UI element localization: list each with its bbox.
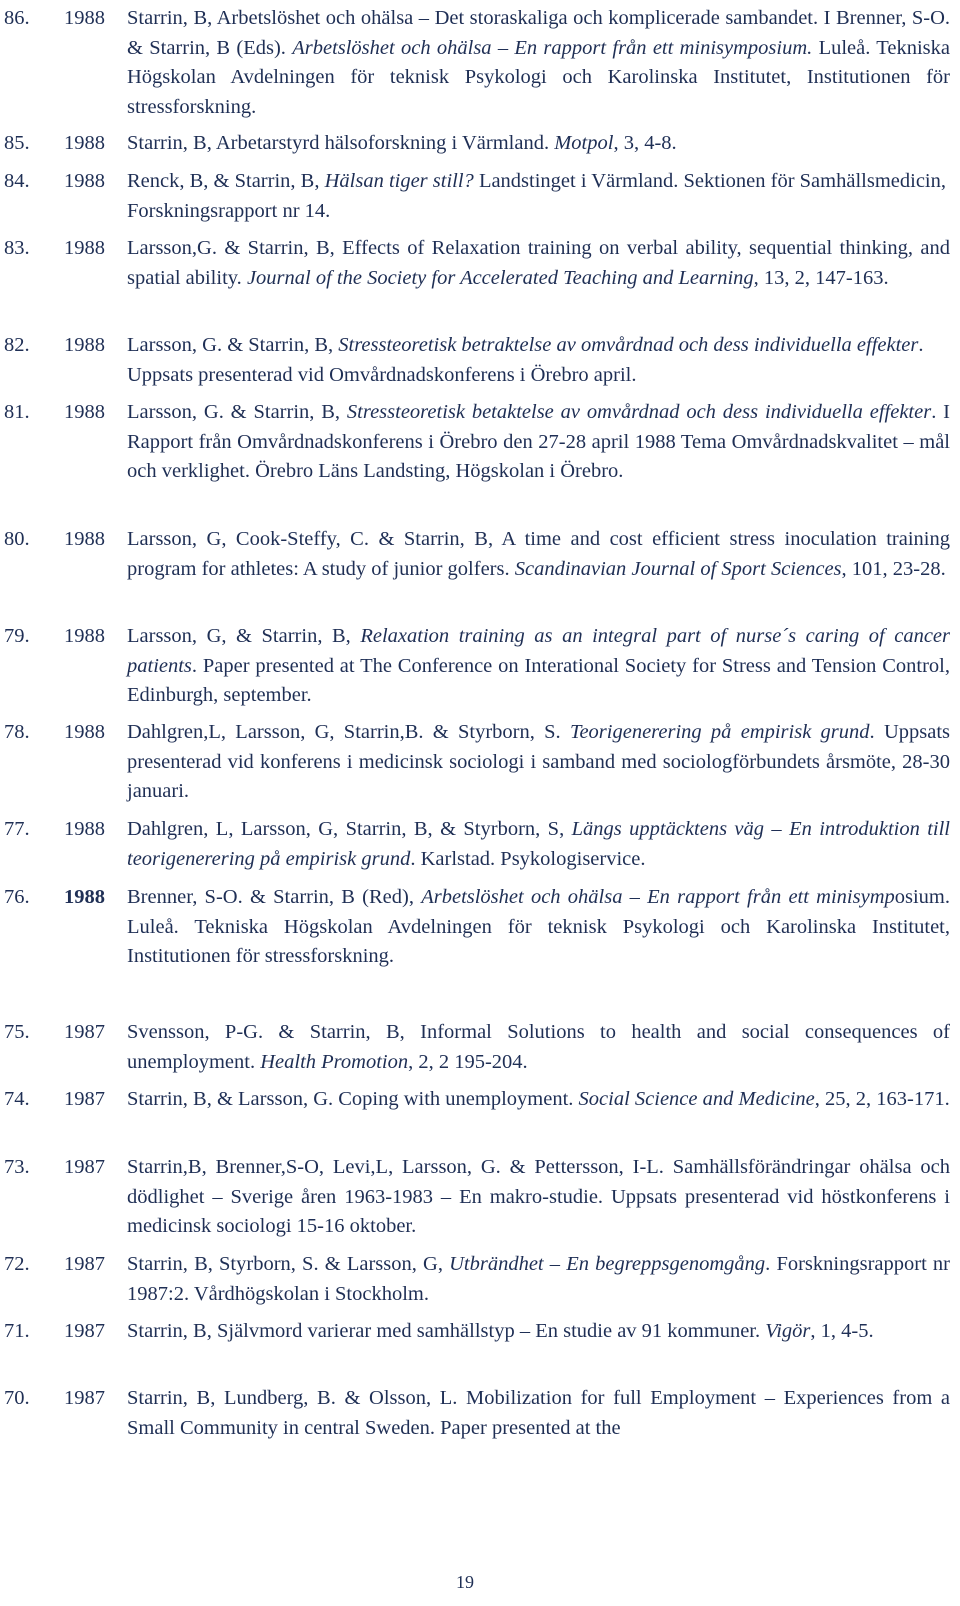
reference-volume: , 101, 23-28. xyxy=(841,557,946,580)
reference-text xyxy=(127,234,950,293)
reference-number: 84. xyxy=(4,170,30,192)
reference-number: 82. xyxy=(4,334,30,356)
reference-text xyxy=(127,1250,950,1309)
reference-volume: , 3, 4-8. xyxy=(613,132,677,154)
reference-journal-italic: Social Science and Medicine xyxy=(578,1088,815,1110)
page-number: 19 xyxy=(456,1572,474,1592)
reference-authors-title: Starrin, B, Arbetarstyrd hälsoforskning i Värmland. xyxy=(127,132,555,154)
reference-number: 77. xyxy=(4,818,30,840)
reference-authors-title: Starrin, B, Arbetslöshet och ohälsa – Det storaskaliga och komplicerade sambandet. I Brenner, S-O. & Starrin, B (Eds). xyxy=(127,7,950,59)
reference-journal-italic: Health Promotion xyxy=(260,1050,409,1073)
reference-number: 85. xyxy=(4,132,30,154)
reference-journal-italic: Journal of the Society for Accelerated Teaching and Learning xyxy=(246,266,754,289)
reference-text xyxy=(127,1018,950,1077)
reference-title-italic: Utbrändhet – En begreppsgenomgång xyxy=(449,1253,766,1275)
reference-text xyxy=(127,167,950,226)
reference-publisher: osium. Luleå. Tekniska Högskolan Avdelningen för teknisk Psykologi och Karolinska Institutet, Institutionen för stressforskning. xyxy=(127,886,950,967)
reference-number: 71. xyxy=(4,1320,30,1342)
reference-full-text: Starrin, B, Lundberg, B. & Olsson, L. Mobilization for full Employment – Experiences from a Small Community in central Sweden. Paper presented at the xyxy=(127,1387,950,1439)
reference-authors: Starrin, B, Styrborn, S. & Larsson, G, xyxy=(127,1253,450,1275)
reference-source-italic: Arbetslöshet och ohälsa – En rapport från ett minisymposium. xyxy=(292,36,813,59)
reference-text xyxy=(127,1153,950,1242)
reference-title-italic: Hälsan tiger still? xyxy=(324,170,474,192)
reference-number: 79. xyxy=(4,625,30,647)
reference-authors-title: Larsson, G, Cook-Steffy, C. & Starrin, B, A time and cost efficient stress inoculation training program for athletes: A study of junior golfers. xyxy=(127,528,950,580)
reference-title-italic: Längs upptäcktens väg – En introduktion till teorigenerering på empirisk grund xyxy=(127,818,951,870)
reference-text xyxy=(127,331,950,390)
reference-year: 1988 xyxy=(64,886,105,908)
reference-title-italic: Stressteoretisk betraktelse av omvårdnad och dess individuella effekter xyxy=(338,334,919,356)
reference-year: 1987 xyxy=(64,1253,105,1275)
reference-number: 78. xyxy=(4,721,30,743)
reference-number: 76. xyxy=(4,886,30,908)
reference-publisher: . Karlstad. Psykologiservice. xyxy=(410,847,646,870)
reference-number: 74. xyxy=(4,1088,30,1110)
reference-journal-italic: Vigör xyxy=(765,1320,811,1342)
reference-text xyxy=(127,1085,950,1115)
reference-text xyxy=(127,4,950,122)
reference-authors: Brenner, S-O. & Starrin, B (Red), xyxy=(127,886,422,908)
reference-venue: . Uppsats presenterad vid konferens i medicinsk sociologi i samband med sociologförbundets årsmöte, 28-30 januari. xyxy=(127,721,950,802)
reference-title-italic: Arbetslöshet och ohälsa – En rapport från ett minisymp xyxy=(421,886,895,908)
reference-title-italic: Stressteoretisk betaktelse av omvårdnad och dess individuella effekter xyxy=(346,401,932,423)
reference-volume: , 13, 2, 147-163. xyxy=(753,266,889,289)
reference-full-text: Starrin,B, Brenner,S-O, Levi,L, Larsson, G. & Pettersson, I-L. Samhällsförändringar ohälsa och dödlighet – Sverige åren 1963-1983 – En makro-studie. Uppsats presenterad vid höstkonferens i medicinsk sociologi 15-16 oktober. xyxy=(127,1156,950,1237)
reference-year: 1988 xyxy=(64,334,105,356)
reference-year: 1987 xyxy=(64,1156,105,1178)
reference-authors: Dahlgren,L, Larsson, G, Starrin,B. & Styrborn, S. xyxy=(127,721,570,743)
reference-year: 1988 xyxy=(64,625,105,647)
reference-text xyxy=(127,1317,950,1347)
reference-authors: Larsson, G, & Starrin, B, xyxy=(127,625,361,647)
reference-number: 73. xyxy=(4,1156,30,1178)
reference-number: 86. xyxy=(4,7,30,29)
reference-volume: , 1, 4-5. xyxy=(810,1320,874,1342)
reference-authors-title: Larsson,G. & Starrin, B, Effects of Relaxation training on verbal ability, sequential thinking, and spatial ability. xyxy=(127,237,950,289)
reference-publisher: Landstinget i Värmland. Sektionen för Samhällsmedicin, Forskningsrapport nr 14. xyxy=(127,170,946,222)
reference-year: 1988 xyxy=(64,132,105,154)
reference-year: 1988 xyxy=(64,7,105,29)
reference-number: 81. xyxy=(4,401,30,423)
reference-year: 1987 xyxy=(64,1021,105,1043)
reference-year: 1987 xyxy=(64,1387,105,1409)
reference-number: 75. xyxy=(4,1021,30,1043)
reference-venue: . I Rapport från Omvårdnadskonferens i Örebro den 27-28 april 1988 Tema Omvårdnadskvalitet – mål och verklighet. Örebro Läns Landsting, Högskolan i Örebro. xyxy=(127,401,951,482)
reference-publisher: Luleå. Tekniska Högskolan Avdelningen för teknisk Psykologi och Karolinska Institutet, Institutionen för stressforskning. xyxy=(127,36,951,118)
reference-year: 1988 xyxy=(64,170,105,192)
reference-text xyxy=(127,815,950,874)
reference-title-italic: Teorigenerering på empirisk grund xyxy=(569,721,870,743)
reference-authors: Larsson, G. & Starrin, B, xyxy=(127,401,347,423)
reference-year: 1988 xyxy=(64,818,105,840)
reference-number: 83. xyxy=(4,237,30,259)
reference-year: 1988 xyxy=(64,401,105,423)
reference-text xyxy=(127,1384,950,1443)
reference-journal-italic: Scandinavian Journal of Sport Sciences xyxy=(514,557,842,580)
reference-authors: Dahlgren, L, Larsson, G, Starrin, B, & Styrborn, S, xyxy=(127,818,572,840)
reference-number: 80. xyxy=(4,528,30,550)
reference-year: 1987 xyxy=(64,1320,105,1342)
reference-number: 72. xyxy=(4,1253,30,1275)
reference-authors-title: Starrin, B, & Larsson, G. Coping with unemployment. xyxy=(127,1088,579,1110)
reference-text xyxy=(127,525,950,584)
reference-text xyxy=(127,883,950,972)
reference-journal-italic: Motpol xyxy=(554,132,614,154)
reference-year: 1988 xyxy=(64,721,105,743)
reference-year: 1987 xyxy=(64,1088,105,1110)
reference-venue: . Uppsats presenterad vid Omvårdnadskonferens i Örebro april. xyxy=(127,334,924,386)
reference-year: 1988 xyxy=(64,237,105,259)
reference-volume: , 25, 2, 163-171. xyxy=(814,1088,950,1110)
reference-authors-title: Svensson, P-G. & Starrin, B, Informal Solutions to health and social consequences of unemployment. xyxy=(127,1021,950,1073)
reference-text xyxy=(127,129,950,159)
reference-venue: . Paper presented at The Conference on Interational Society for Stress and Tension Control, Edinburgh, september. xyxy=(127,654,950,706)
reference-publisher: . Forskningsrapport nr 1987:2. Vårdhögskolan i Stockholm. xyxy=(127,1253,951,1305)
reference-authors-title: Starrin, B, Självmord varierar med samhällstyp – En studie av 91 kommuner. xyxy=(127,1320,766,1342)
reference-title-italic: Relaxation training as an integral part of nurse´s caring of cancer patients xyxy=(127,625,951,677)
reference-text xyxy=(127,622,950,711)
reference-text xyxy=(127,718,950,807)
reference-authors: Larsson, G. & Starrin, B, xyxy=(127,334,339,356)
reference-volume: , 2, 2 195-204. xyxy=(408,1050,528,1073)
reference-number: 70. xyxy=(4,1387,30,1409)
reference-year: 1988 xyxy=(64,528,105,550)
reference-authors: Renck, B, & Starrin, B, xyxy=(127,170,325,192)
reference-text xyxy=(127,398,950,487)
